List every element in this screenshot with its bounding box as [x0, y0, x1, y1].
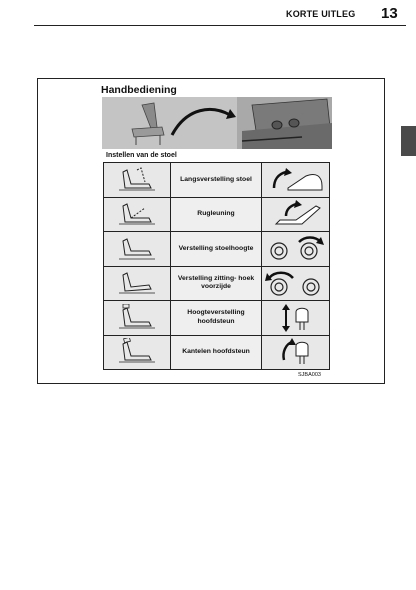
recline-diagram: [104, 198, 171, 232]
header-rule: [34, 25, 406, 26]
seat-height-diagram: [104, 232, 171, 266]
row-label: Rugleuning: [171, 198, 262, 232]
headrest-updown-icon: [262, 301, 329, 335]
row-label: Kantelen hoofdsteun: [171, 336, 262, 370]
headrest-height-diagram: [104, 301, 171, 335]
figure-caption: SJBA003: [298, 372, 321, 378]
seat-slide-diagram: [104, 163, 171, 197]
row-label: Langsverstelling stoel: [171, 163, 262, 197]
recline-lever-icon: [262, 198, 329, 232]
row-label: Hoogteverstelling hoofdsteun: [171, 301, 262, 335]
table-row: [104, 301, 329, 336]
table-row: [104, 163, 329, 198]
seat-photo: [102, 97, 332, 149]
section-title: KORTE UITLEG: [286, 9, 356, 19]
row-label: Verstelling stoelhoogte: [171, 232, 262, 266]
table-row: [104, 267, 329, 302]
table-row: [104, 336, 329, 370]
table-row: [104, 232, 329, 267]
seat-slide-lever-icon: [262, 163, 329, 197]
height-dials-icon: [262, 232, 329, 266]
figure-title: Handbediening: [101, 84, 177, 96]
tilt-dials-icon: [262, 267, 329, 301]
figure-subtitle: Instellen van de stoel: [106, 152, 177, 159]
table-row: [104, 198, 329, 233]
headrest-tilt-diagram: [104, 336, 171, 370]
seat-controls-table: [103, 162, 330, 370]
page-number: 13: [381, 5, 398, 22]
seat-tilt-diagram: [104, 267, 171, 301]
headrest-tilt-icon: [262, 336, 329, 370]
row-label: Verstelling zitting- hoek voorzijde: [171, 267, 262, 301]
chapter-tab: [401, 126, 416, 156]
